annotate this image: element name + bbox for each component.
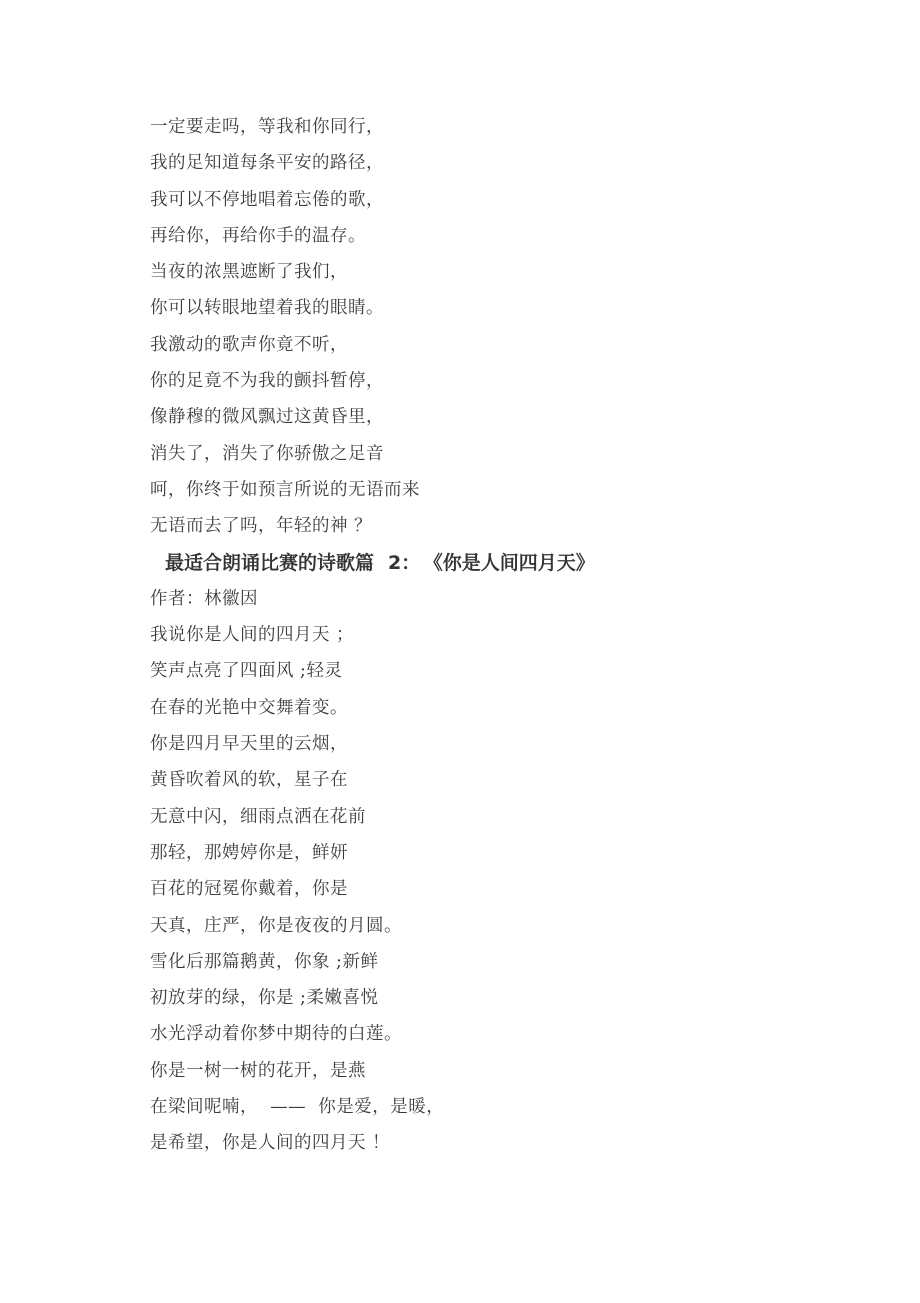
poem-line: 那轻，那娉婷你是，鲜妍	[150, 842, 348, 863]
author-line: 作者：林徽因	[150, 588, 258, 609]
poem-line: 水光浮动着你梦中期待的白莲。	[150, 1024, 402, 1045]
poem-line: 你可以转眼地望着我的眼睛。	[150, 298, 384, 319]
poem-line: 你是四月早天里的云烟，	[150, 734, 348, 755]
poem-line: 在梁间呢喃， —— 你是爱，是暖，	[150, 1097, 445, 1118]
heading-prefix: 最适合朗诵比赛的诗歌篇	[165, 551, 375, 574]
poem-line: 初放芽的绿，你是 ;柔嫩喜悦	[150, 988, 379, 1009]
poem-line: 无意中闪，细雨点洒在花前	[150, 806, 366, 827]
poem-line: 我说你是人间的四月天 ；	[150, 625, 355, 646]
poem-line: 你的足竟不为我的颤抖暂停，	[150, 371, 384, 392]
poem-line: 我可以不停地唱着忘倦的歌，	[150, 189, 384, 210]
poem-line: 像静穆的微风飘过这黄昏里，	[150, 407, 384, 428]
poem-line: 一定要走吗，等我和你同行，	[150, 117, 384, 137]
poem-line: 在春的光艳中交舞着变。	[150, 697, 348, 718]
poem-line: 天真，庄严，你是夜夜的月圆。	[150, 915, 402, 936]
poem-line: 我激动的歌声你竟不听，	[150, 334, 348, 355]
poem-line: 我的足知道每条平安的路径，	[150, 153, 384, 174]
poem-line: 无语而去了吗，年轻的神 ？	[150, 516, 373, 537]
poem-line: 你是一树一树的花开，是燕	[150, 1060, 366, 1081]
poem-line: 笑声点亮了四面风 ;轻灵	[150, 661, 343, 682]
poem-first	[150, 109, 870, 545]
heading-title: 《你是人间四月天》	[433, 551, 595, 574]
section-heading	[150, 545, 870, 581]
poem-line: 消失了，消失了你骄傲之足音	[150, 443, 384, 464]
poem-line: 是希望，你是人间的四月天 ！	[150, 1133, 391, 1154]
poem-second	[150, 581, 870, 1162]
document-content	[150, 109, 870, 1162]
poem-line: 呵，你终于如预言所说的无语而来	[150, 479, 420, 500]
poem-line: 百花的冠冕你戴着，你是	[150, 879, 348, 900]
poem-line: 当夜的浓黑遮断了我们，	[150, 262, 348, 283]
poem-line: 雪化后那篇鹅黄，你象 ;新鲜	[150, 951, 379, 972]
poem-line: 黄昏吹着风的软，星子在	[150, 770, 348, 791]
heading-number: 2：	[388, 551, 421, 574]
poem-line: 再给你，再给你手的温存。	[150, 225, 366, 246]
